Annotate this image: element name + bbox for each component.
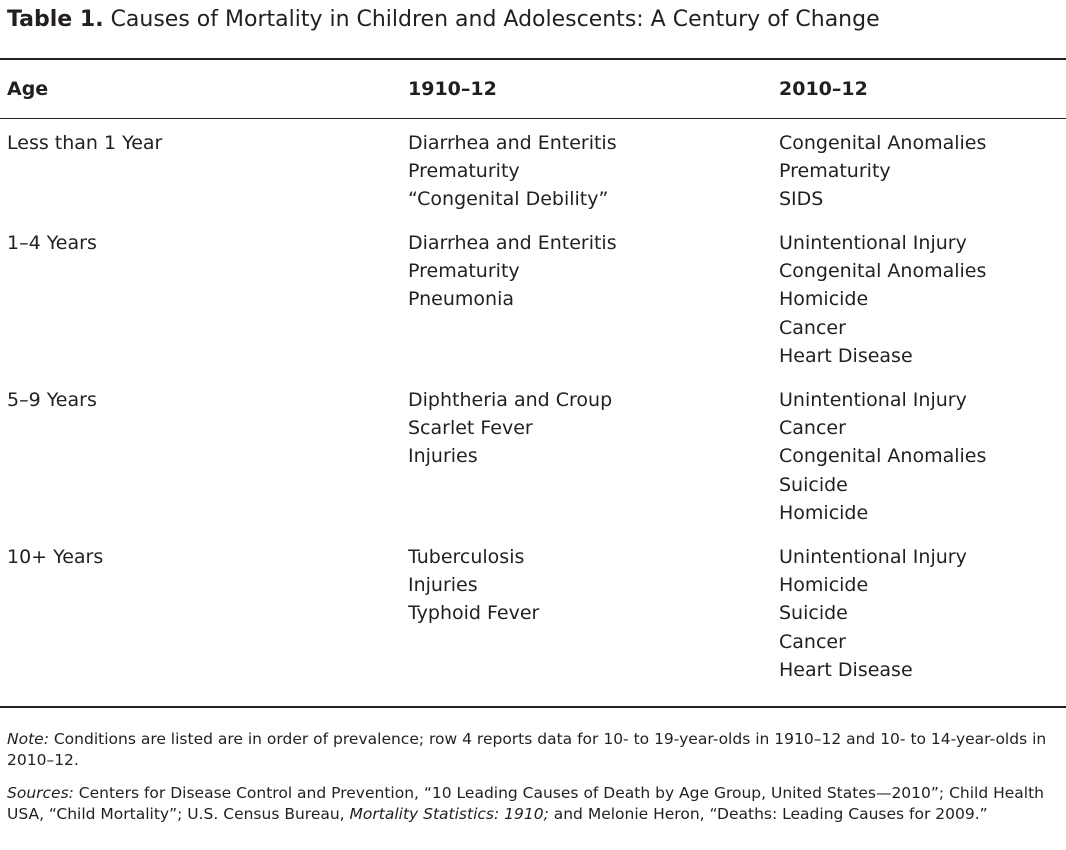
note-text: Conditions are listed are in order of prevalence; row 4 reports data for 10- to 19-year-olds in 1910–12 and 10- to 14-year-olds in 2010–12. bbox=[7, 730, 1047, 769]
table-bottom-rule bbox=[0, 706, 1066, 708]
cause-item: SIDS bbox=[779, 188, 824, 211]
cause-item: Diarrhea and Enteritis bbox=[408, 132, 617, 154]
cause-item: Prematurity bbox=[779, 160, 891, 183]
cause-item: Cancer bbox=[779, 630, 846, 653]
cause-item: Cancer bbox=[779, 316, 846, 339]
table-row-2010-causes bbox=[779, 129, 986, 214]
table-title-text: Causes of Mortality in Children and Adolescents: A Century of Change bbox=[110, 7, 880, 32]
cause-item: Congenital Anomalies bbox=[779, 260, 987, 283]
cause-item: Prematurity bbox=[408, 260, 520, 283]
table-sources bbox=[7, 783, 1057, 825]
table-row-age: 1–4 Years bbox=[7, 232, 97, 254]
cause-item: Prematurity bbox=[408, 160, 520, 183]
table-note bbox=[7, 729, 1057, 771]
header-rule bbox=[0, 118, 1066, 119]
cause-item: Homicide bbox=[779, 574, 869, 597]
table-row-age: 5–9 Years bbox=[7, 389, 97, 411]
sources-text-2: and Melonie Heron, “Deaths: Leading Causes for 2009.” bbox=[548, 805, 988, 823]
table-row-2010-causes bbox=[779, 543, 967, 684]
cause-item: Scarlet Fever bbox=[408, 417, 533, 440]
column-header-age: Age bbox=[7, 78, 49, 100]
cause-item: Unintentional Injury bbox=[779, 232, 967, 254]
cause-item: Diarrhea and Enteritis bbox=[408, 232, 617, 254]
table-title-lead: Table 1. bbox=[7, 7, 104, 32]
cause-item: Suicide bbox=[779, 602, 848, 625]
cause-item: Heart Disease bbox=[779, 658, 913, 681]
cause-item: Injuries bbox=[408, 445, 478, 468]
cause-item: Diphtheria and Croup bbox=[408, 389, 613, 411]
table-row-1910-causes bbox=[408, 129, 617, 214]
cause-item: Congenital Anomalies bbox=[779, 445, 987, 468]
column-header-2010: 2010–12 bbox=[779, 78, 868, 100]
cause-item: Heart Disease bbox=[779, 344, 913, 367]
table-row-2010-causes bbox=[779, 386, 986, 527]
note-label: Note: bbox=[7, 730, 49, 748]
cause-item: Congenital Anomalies bbox=[779, 132, 987, 154]
sources-italic-title: Mortality Statistics: 1910; bbox=[349, 805, 549, 823]
cause-item: Cancer bbox=[779, 417, 846, 440]
cause-item: Homicide bbox=[779, 288, 869, 311]
sources-text-1: Centers for Disease Control and Prevention, “10 Leading Causes of Death by Age Group, United States—2010”; Child Health USA, “Child Mortality”; U.S. Census Bureau, bbox=[7, 784, 1044, 823]
cause-item: Tuberculosis bbox=[408, 546, 525, 568]
cause-item: Unintentional Injury bbox=[779, 389, 967, 411]
table-row-age: Less than 1 Year bbox=[7, 132, 163, 154]
sources-label: Sources: bbox=[7, 784, 74, 802]
table-title bbox=[7, 4, 880, 36]
column-header-1910: 1910–12 bbox=[408, 78, 497, 100]
table-row-1910-causes bbox=[408, 229, 617, 314]
table-row-1910-causes bbox=[408, 386, 612, 471]
cause-item: Typhoid Fever bbox=[408, 602, 540, 625]
cause-item: Homicide bbox=[779, 501, 869, 524]
table-row-2010-causes bbox=[779, 229, 986, 370]
table-row-1910-causes bbox=[408, 543, 539, 628]
cause-item: Pneumonia bbox=[408, 288, 514, 311]
cause-item: Unintentional Injury bbox=[779, 546, 967, 568]
cause-item: Suicide bbox=[779, 473, 848, 496]
table-row-age: 10+ Years bbox=[7, 546, 104, 568]
cause-item: Injuries bbox=[408, 574, 478, 597]
table-top-rule bbox=[0, 58, 1066, 60]
cause-item: “Congenital Debility” bbox=[408, 188, 609, 211]
